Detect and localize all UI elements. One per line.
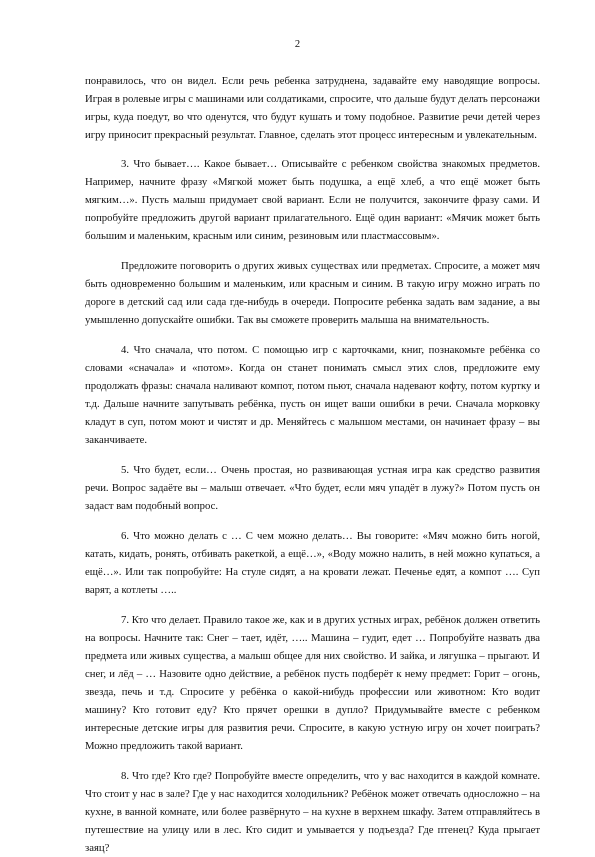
document-body: [85, 72, 540, 857]
paragraph-game-6-what-to-do-with: 6. Что можно делать с … С чем можно делать… Вы говорите: «Мяч можно бить ногой, катать, кидать, ронять, отбивать ракеткой, а ещё…», «Воду можно налить, в ней можно купаться, а ещё…». Или так попробуйте: На стуле сидят, а на кровати лежат. Печенье едят, а компот …. Суп варят, а котлеты …..: [85, 530, 540, 596]
paragraph-continued-intro: понравилось, что он видел. Если речь ребенка затруднена, задавайте ему наводящие вопросы. Играя в ролевые игры с машинами или солдатиками, спросите, что дальше будут делать персонажи игры, куда поедут, во что оденутся, что будут кушать и тому подобное. Развитие речи детей через игру приносит прекрасный результат. Главное, сделать этот процесс интересным и увлекательным.: [85, 75, 540, 141]
paragraph-game-5-what-if: 5. Что будет, если… Очень простая, но развивающая устная игра как средство развития речи. Вопрос задаёте вы – малыш отвечает. «Что будет, если мяч упадёт в лужу?» Потом пусть он задаст вам подобный вопрос.: [85, 464, 540, 512]
paragraph-game-8-what-where: 8. Что где? Кто где? Попробуйте вместе определить, что у вас находится в каждой комнате. Что стоит у нас в зале? Где у нас находится холодильник? Ребёнок может отвечать односложно – на кухне, в ванной комнате, или более развёрнуто – на кухне в верхнем шкафу. Затем отправляйтесь в путешествие на улицу или в лес. Кто сидит и умывается у подъезда? Где птенец? Куда прыгает заяц?: [85, 770, 540, 854]
paragraph-game-3-what-can-be: 3. Что бывает…. Какое бывает… Описывайте с ребенком свойства знакомых предметов. Например, начните фразу «Мягкой может быть подушка, а ещё хлеб, а что ещё может быть мягким…». Пусть малыш придумает свой вариант. Если не получится, закончите фразу сами. И попробуйте предложить другой вариант прилагательного. Ещё один вариант: «Мячик может быть большим и маленьким, красным или синим, резиновым или пластмассовым».: [85, 158, 540, 242]
paragraph-game-4-first-then: 4. Что сначала, что потом. С помощью игр с карточками, книг, познакомьте ребёнка со словами «сначала» и «потом». Когда он станет понимать смысл этих слов, предложите ему продолжать фразы: сначала наливают компот, потом пьют, сначала надевают кофту, потом куртку и т.д. Дальше начните запутывать ребёнка, пусть он ищет ваши ошибки в речи. Сначала морковку кладут в суп, потом моют и чистят и др. Меняйтесь с малышом местами, он начинает фразу – вы заканчиваете.: [85, 344, 540, 446]
paragraph-game-7-who-does-what: 7. Кто что делает. Правило такое же, как и в других устных играх, ребёнок должен ответить на вопросы. Начните так: Снег – тает, идёт, ….. Машина – гудит, едет … Попробуйте назвать два предмета или живых существа, а малыш общее для них свойство. И зайка, и лягушка – прыгают. И снег, и лёд – … Назовите одно действие, а ребёнок пусть подберёт к нему предмет: Горит – огонь, звезда, печь и т.д. Спросите у ребёнка о какой-нибудь профессии или животном: Кто водит машину? Кто готовит еду? Кто прячет орешки в дупло? Придумывайте вместе с ребенком интересные детские игры для развития речи. Спросите, в какую устную игру он хочет поиграть? Можно предложить такой вариант.: [85, 614, 540, 752]
page-number: 2: [294, 39, 301, 50]
paragraph-game-3-variations: Предложите поговорить о других живых существах или предметах. Спросите, а может мяч быть одновременно большим и маленьким, или красным и синим. В такую игру можно играть по дороге в детский сад или сада где-нибудь в очереди. Попросите ребенка задать вам задание, а вы умышленно допускайте ошибки. Так вы сможете проверить малыша на внимательность.: [85, 260, 540, 326]
